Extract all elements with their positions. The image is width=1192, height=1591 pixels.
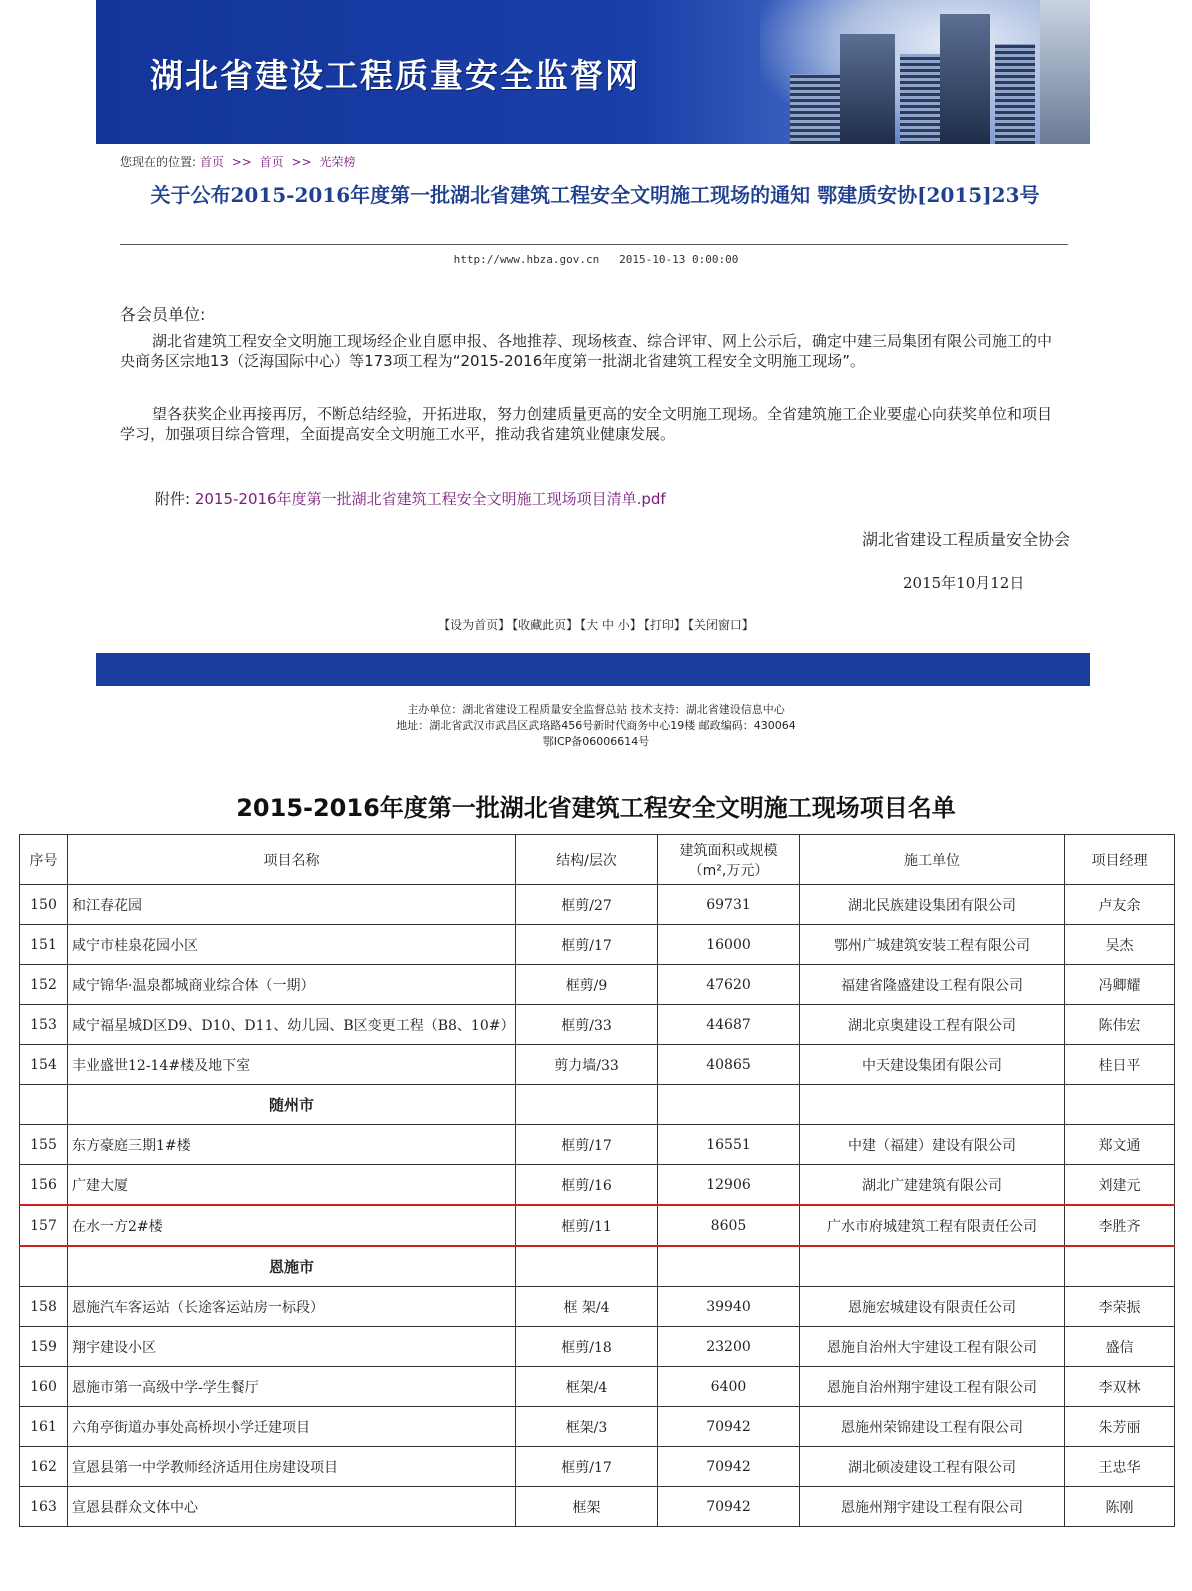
table-row <box>20 1205 1175 1246</box>
cell-manager: 郑文通 <box>1065 1125 1175 1165</box>
table-row <box>20 1005 1175 1045</box>
cell-structure: 剪力墙/33 <box>516 1045 658 1085</box>
col-header-no: 序号 <box>20 835 68 885</box>
table-row <box>20 1367 1175 1407</box>
cell-manager: 李胜齐 <box>1065 1205 1175 1246</box>
cell-structure: 框剪/9 <box>516 965 658 1005</box>
cell-project-name: 咸宁锦华·温泉都城商业综合体（一期） <box>68 965 516 1005</box>
title-divider <box>120 244 1068 245</box>
footer-address: 地址：湖北省武汉市武昌区武珞路456号新时代商务中心19楼 邮政编码：430064 <box>396 719 796 732</box>
table-row <box>20 1045 1175 1085</box>
publish-time: 2015-10-13 0:00:00 <box>619 253 739 266</box>
table-row <box>20 925 1175 965</box>
cell-project-name: 东方豪庭三期1#楼 <box>68 1125 516 1165</box>
city-group-row <box>20 1085 1175 1125</box>
cell-project-name: 丰业盛世12-14#楼及地下室 <box>68 1045 516 1085</box>
breadcrumb-link-home[interactable]: 首页 <box>199 155 224 169</box>
cell-no: 158 <box>20 1287 68 1327</box>
cell-manager: 冯卿耀 <box>1065 965 1175 1005</box>
list-title: 2015-2016年度第一批湖北省建筑工程安全文明施工现场项目名单 <box>236 794 956 822</box>
cell-area: 16000 <box>658 925 800 965</box>
banner-building <box>840 34 895 144</box>
cell-area: 70942 <box>658 1447 800 1487</box>
cell-no: 157 <box>20 1205 68 1246</box>
site-footer <box>0 702 1192 750</box>
cell-project-name: 宣恩县群众文体中心 <box>68 1487 516 1527</box>
cell-empty <box>1065 1246 1175 1287</box>
cell-manager: 桂日平 <box>1065 1045 1175 1085</box>
cell-area: 6400 <box>658 1367 800 1407</box>
breadcrumb-link-home-2[interactable]: 首页 <box>259 155 284 169</box>
body-paragraph-2: 望各获奖企业再接再厉，不断总结经验，开拓进取，努力创建质量更高的安全文明施工现场。全省建筑施工企业要虚心向获奖单位和项目学习，加强项目综合管理，全面提高安全文明施工水平，推动我省建筑业健康发展。 <box>120 405 1053 443</box>
cell-contractor: 湖北民族建设集团有限公司 <box>800 885 1065 925</box>
cell-area: 16551 <box>658 1125 800 1165</box>
cell-manager: 朱芳丽 <box>1065 1407 1175 1447</box>
breadcrumb-link-honor-roll[interactable]: 光荣榜 <box>319 155 356 169</box>
cell-no: 152 <box>20 965 68 1005</box>
cell-empty <box>516 1085 658 1125</box>
cell-area: 8605 <box>658 1205 800 1246</box>
signer: 湖北省建设工程质量安全协会 <box>861 530 1070 549</box>
cell-structure: 框剪/16 <box>516 1165 658 1206</box>
cell-contractor: 恩施自治州翔宇建设工程有限公司 <box>800 1367 1065 1407</box>
font-size-button[interactable]: 【大 中 小】 <box>580 618 642 632</box>
cell-manager: 李双林 <box>1065 1367 1175 1407</box>
cell-project-name: 和江春花园 <box>68 885 516 925</box>
city-group-row <box>20 1246 1175 1287</box>
cell-project-name: 翔宇建设小区 <box>68 1327 516 1367</box>
cell-no: 159 <box>20 1327 68 1367</box>
cell-contractor: 中建（福建）建设有限公司 <box>800 1125 1065 1165</box>
cell-area: 40865 <box>658 1045 800 1085</box>
signed-date: 2015年10月12日 <box>903 574 1025 592</box>
cell-empty <box>516 1246 658 1287</box>
cell-no: 156 <box>20 1165 68 1206</box>
cell-structure: 框剪/18 <box>516 1327 658 1367</box>
cell-structure: 框剪/17 <box>516 1125 658 1165</box>
table-row <box>20 1487 1175 1527</box>
close-window-button[interactable]: 【关闭窗口】 <box>687 618 754 632</box>
table-row <box>20 1125 1175 1165</box>
cell-no: 160 <box>20 1367 68 1407</box>
banner-building <box>940 14 990 144</box>
cell-no: 151 <box>20 925 68 965</box>
cell-area: 69731 <box>658 885 800 925</box>
attachment <box>155 488 666 509</box>
page-toolbar <box>0 616 1192 633</box>
cell-structure: 框架/3 <box>516 1407 658 1447</box>
cell-contractor: 中天建设集团有限公司 <box>800 1045 1065 1085</box>
banner-building <box>1040 0 1090 144</box>
cell-no: 153 <box>20 1005 68 1045</box>
print-button[interactable]: 【打印】 <box>643 618 686 632</box>
cell-manager: 李荣振 <box>1065 1287 1175 1327</box>
cell-project-name: 恩施市第一高级中学-学生餐厅 <box>68 1367 516 1407</box>
cell-no: 154 <box>20 1045 68 1085</box>
banner-building <box>790 74 840 144</box>
cell-project-name: 宣恩县第一中学教师经济适用住房建设项目 <box>68 1447 516 1487</box>
cell-contractor: 恩施州翔宇建设工程有限公司 <box>800 1487 1065 1527</box>
cell-manager: 刘建元 <box>1065 1165 1175 1206</box>
project-table <box>19 834 1175 1527</box>
cell-manager: 陈刚 <box>1065 1487 1175 1527</box>
article-title: 关于公布2015-2016年度第一批湖北省建筑工程安全文明施工现场的通知 鄂建质安协[2015]23号 <box>150 183 1040 207</box>
cell-contractor: 福建省隆盛建设工程有限公司 <box>800 965 1065 1005</box>
cell-area: 47620 <box>658 965 800 1005</box>
cell-no: 163 <box>20 1487 68 1527</box>
cell-manager: 王忠华 <box>1065 1447 1175 1487</box>
site-banner <box>96 0 1090 144</box>
table-row <box>20 1165 1175 1206</box>
table-row <box>20 1447 1175 1487</box>
cell-no: 162 <box>20 1447 68 1487</box>
cell-manager: 吴杰 <box>1065 925 1175 965</box>
cell-contractor: 广水市府城建筑工程有限责任公司 <box>800 1205 1065 1246</box>
cell-contractor: 湖北京奥建设工程有限公司 <box>800 1005 1065 1045</box>
cell-structure: 框架 <box>516 1487 658 1527</box>
cell-manager: 陈伟宏 <box>1065 1005 1175 1045</box>
banner-building <box>900 54 940 144</box>
project-rows <box>20 885 1175 1527</box>
breadcrumb <box>120 153 355 170</box>
table-header-row <box>20 835 1175 885</box>
cell-project-name: 广建大厦 <box>68 1165 516 1206</box>
cell-no: 150 <box>20 885 68 925</box>
col-header-area-unit: （m²,万元） <box>688 862 769 879</box>
footer-icp: 鄂ICP备06006614号 <box>542 735 650 748</box>
breadcrumb-prefix: 您现在的位置: <box>120 155 197 169</box>
cell-no: 155 <box>20 1125 68 1165</box>
cell-project-name: 恩施汽车客运站（长途客运站房一标段） <box>68 1287 516 1327</box>
table-row <box>20 1327 1175 1367</box>
cell-structure: 框 架/4 <box>516 1287 658 1327</box>
cell-project-name: 在水一方2#楼 <box>68 1205 516 1246</box>
cell-structure: 框剪/17 <box>516 925 658 965</box>
cell-area: 39940 <box>658 1287 800 1327</box>
cell-contractor: 湖北广建建筑有限公司 <box>800 1165 1065 1206</box>
col-header-structure: 结构/层次 <box>516 835 658 885</box>
source-url: http://www.hbza.gov.cn <box>453 253 600 266</box>
footer-sponsor: 主办单位：湖北省建设工程质量安全监督总站 技术支持：湖北省建设信息中心 <box>407 703 785 716</box>
bookmark-button[interactable]: 【收藏此页】 <box>512 618 579 632</box>
cell-structure: 框剪/17 <box>516 1447 658 1487</box>
cell-manager: 卢友余 <box>1065 885 1175 925</box>
cell-contractor: 恩施州荣锦建设工程有限公司 <box>800 1407 1065 1447</box>
cell-structure: 框架/4 <box>516 1367 658 1407</box>
col-header-manager: 项目经理 <box>1065 835 1175 885</box>
cell-area: 23200 <box>658 1327 800 1367</box>
cell-manager: 盛信 <box>1065 1327 1175 1367</box>
city-name: 恩施市 <box>68 1246 516 1287</box>
breadcrumb-separator: >> <box>291 155 312 169</box>
table-row <box>20 1407 1175 1447</box>
cell-contractor: 恩施自治州大宇建设工程有限公司 <box>800 1327 1065 1367</box>
cell-empty <box>658 1246 800 1287</box>
cell-project-name: 咸宁福星城D区D9、D10、D11、幼儿园、B区变更工程（B8、10#） <box>68 1005 516 1045</box>
table-row <box>20 1287 1175 1327</box>
cell-empty <box>658 1085 800 1125</box>
col-header-name: 项目名称 <box>68 835 516 885</box>
banner-building <box>995 44 1035 144</box>
cell-area: 12906 <box>658 1165 800 1206</box>
col-header-area-label: 建筑面积或规模 <box>679 842 778 859</box>
cell-no <box>20 1085 68 1125</box>
cell-contractor: 湖北硕凌建设工程有限公司 <box>800 1447 1065 1487</box>
cell-structure: 框剪/27 <box>516 885 658 925</box>
cell-project-name: 咸宁市桂泉花园小区 <box>68 925 516 965</box>
article-meta <box>0 253 1192 266</box>
col-header-area <box>658 835 800 885</box>
footer-bar <box>96 653 1090 686</box>
table-row <box>20 885 1175 925</box>
cell-empty <box>1065 1085 1175 1125</box>
set-homepage-button[interactable]: 【设为首页】 <box>438 618 511 632</box>
body-paragraph-1: 湖北省建筑工程安全文明施工现场经企业自愿申报、各地推荐、现场核查、综合评审、网上公示后，确定中建三局集团有限公司施工的中央商务区宗地13（泛海国际中心）等173项工程为“2015-2016年度第一批湖北省建筑工程安全文明施工现场”。 <box>120 332 1053 370</box>
city-name: 随州市 <box>68 1085 516 1125</box>
cell-area: 70942 <box>658 1407 800 1447</box>
cell-no <box>20 1246 68 1287</box>
breadcrumb-separator: >> <box>231 155 252 169</box>
cell-contractor: 鄂州广城建筑安装工程有限公司 <box>800 925 1065 965</box>
col-header-contractor: 施工单位 <box>800 835 1065 885</box>
cell-contractor: 恩施宏城建设有限责任公司 <box>800 1287 1065 1327</box>
cell-area: 44687 <box>658 1005 800 1045</box>
salutation: 各会员单位: <box>120 305 206 324</box>
attachment-pdf-link[interactable]: 2015-2016年度第一批湖北省建筑工程安全文明施工现场项目清单.pdf <box>194 490 666 508</box>
cell-area: 70942 <box>658 1487 800 1527</box>
table-row <box>20 965 1175 1005</box>
site-title: 湖北省建设工程质量安全监督网 <box>150 56 640 95</box>
cell-empty <box>800 1246 1065 1287</box>
cell-structure: 框剪/33 <box>516 1005 658 1045</box>
attachment-label: 附件: <box>155 490 191 508</box>
cell-empty <box>800 1085 1065 1125</box>
cell-no: 161 <box>20 1407 68 1447</box>
cell-project-name: 六角亭街道办事处高桥坝小学迁建项目 <box>68 1407 516 1447</box>
cell-structure: 框剪/11 <box>516 1205 658 1246</box>
